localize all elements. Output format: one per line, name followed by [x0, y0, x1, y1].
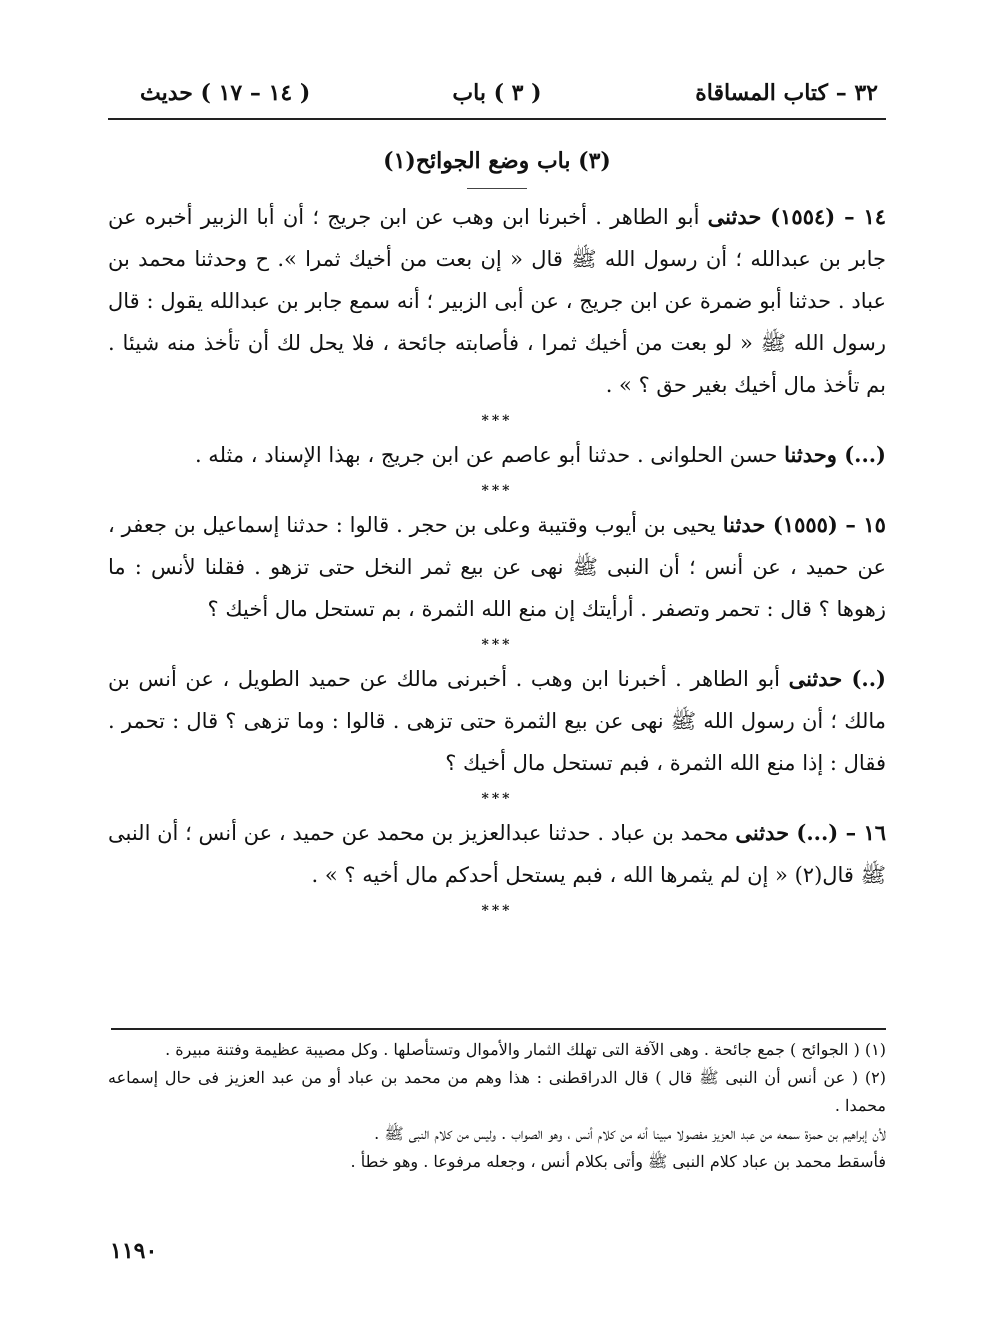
hadith-lead: ١٤ – (١٥٥٤) حدثنى: [707, 204, 887, 229]
footnote: لأن إبراهيم بن حمزة سمعه من عبد العزيز مفصولا مبينا أنه من كلام أنس ، وهو الصواب . وليس من كلام النبى ﷺ .: [374, 1124, 886, 1143]
footnote: فأسقط محمد بن عباد كلام النبى ﷺ وأتى بكلام أنس ، وجعله مرفوعا . وهو خطأ .: [350, 1152, 886, 1171]
hadith-text: حسن الحلوانى . حدثنا أبو عاصم عن ابن جريج ، بهذا الإسناد ، مثله .: [194, 443, 778, 467]
footnotes: [108, 1036, 886, 1176]
footnote: (٢) ( عن أنس أن النبى ﷺ قال ) قال الدراقطنى : هذا وهم من محمد بن عباد أو من عبد العزيز فى حال إسماعه محمدا .: [108, 1068, 886, 1115]
section-separator: ***: [481, 483, 513, 499]
section-separator: ***: [481, 413, 513, 429]
header-book-title: ٣٢ – كتاب المساقاة: [695, 80, 878, 106]
hadith-text: أبو الطاهر . أخبرنا ابن وهب عن ابن جريج ؛ أن أبا الزبير أخبره عن جابر بن عبدالله ؛ أن رسول الله ﷺ قال « إن بعت من أخيك ثمرا ». ح وحدثنا محمد بن عباد . حدثنا أبو ضمرة عن ابن جريج ، عن أبى الزبير ؛ أنه سمع جابر بن عبدالله يقول : قال رسول الله ﷺ « لو بعت من أخيك ثمرا ، فأصابته جائحة ، فلا يحل لك أن تأخذ منه شيئا . بم تأخذ مال أخيك بغير حق ؟ » .: [108, 205, 886, 397]
main-text: [108, 196, 886, 924]
hadith-paragraph: [108, 658, 886, 784]
section-separator: ***: [481, 903, 513, 919]
hadith-text: أبو الطاهر . أخبرنا ابن وهب . أخبرنى مالك عن حميد الطويل ، عن أنس بن مالك ؛ أن رسول الله ﷺ نهى عن بيع الثمرة حتى تزهى . قالوا : وما تزهى ؟ قال : تحمر . فقال : إذا منع الله الثمرة ، فبم تستحل مال أخيك ؟: [108, 667, 886, 775]
footnote-divider: [111, 1028, 886, 1030]
page-number: ١١٩٠: [110, 1238, 158, 1264]
hadith-paragraph: [108, 504, 886, 630]
header-divider: [108, 118, 886, 120]
hadith-text: يحيى بن أيوب وقتيبة وعلى بن حجر . قالوا : حدثنا إسماعيل بن جعفر ، عن حميد ، عن أنس ؛ أن النبى ﷺ نهى عن بيع ثمر النخل حتى تزهو . فقلنا لأنس : ما زهوها ؟ قال : تحمر وتصفر . أرأيتك إن منع الله الثمرة ، بم تستحل مال أخيك ؟: [108, 513, 886, 621]
hadith-paragraph: [108, 196, 886, 406]
header-chapter-number: ( ٣ ) باب: [452, 80, 542, 106]
chapter-title: (٣) باب وضع الجوائح(١): [383, 148, 611, 174]
header-hadith-range: ( ١٤ – ١٧ ) حديث: [140, 80, 311, 106]
section-separator: ***: [481, 791, 513, 807]
hadith-lead: ١٦ – (...) حدثنى: [735, 820, 886, 845]
footnote: (١) ( الجوائح ) جمع جائحة . وهى الآفة التى تهلك الثمار والأموال وتستأصلها . وكل مصيبة عظيمة وفتنة مبيرة .: [165, 1040, 886, 1059]
running-header: [108, 76, 886, 116]
hadith-lead: ١٥ – (١٥٥٥) حدثنا: [722, 512, 886, 537]
title-divider: [467, 188, 527, 189]
hadith-lead: (..) حدثنى: [788, 666, 886, 691]
hadith-text: محمد بن عباد . حدثنا عبدالعزيز بن محمد عن حميد ، عن أنس ؛ أن النبى ﷺ قال(٢) « إن لم يثمرها الله ، فبم يستحل أحدكم مال أخيه ؟ » .: [108, 821, 886, 887]
hadith-paragraph: [108, 434, 886, 476]
section-separator: ***: [481, 637, 513, 653]
hadith-lead: (...) وحدثنا: [784, 442, 886, 467]
hadith-paragraph: [108, 812, 886, 896]
